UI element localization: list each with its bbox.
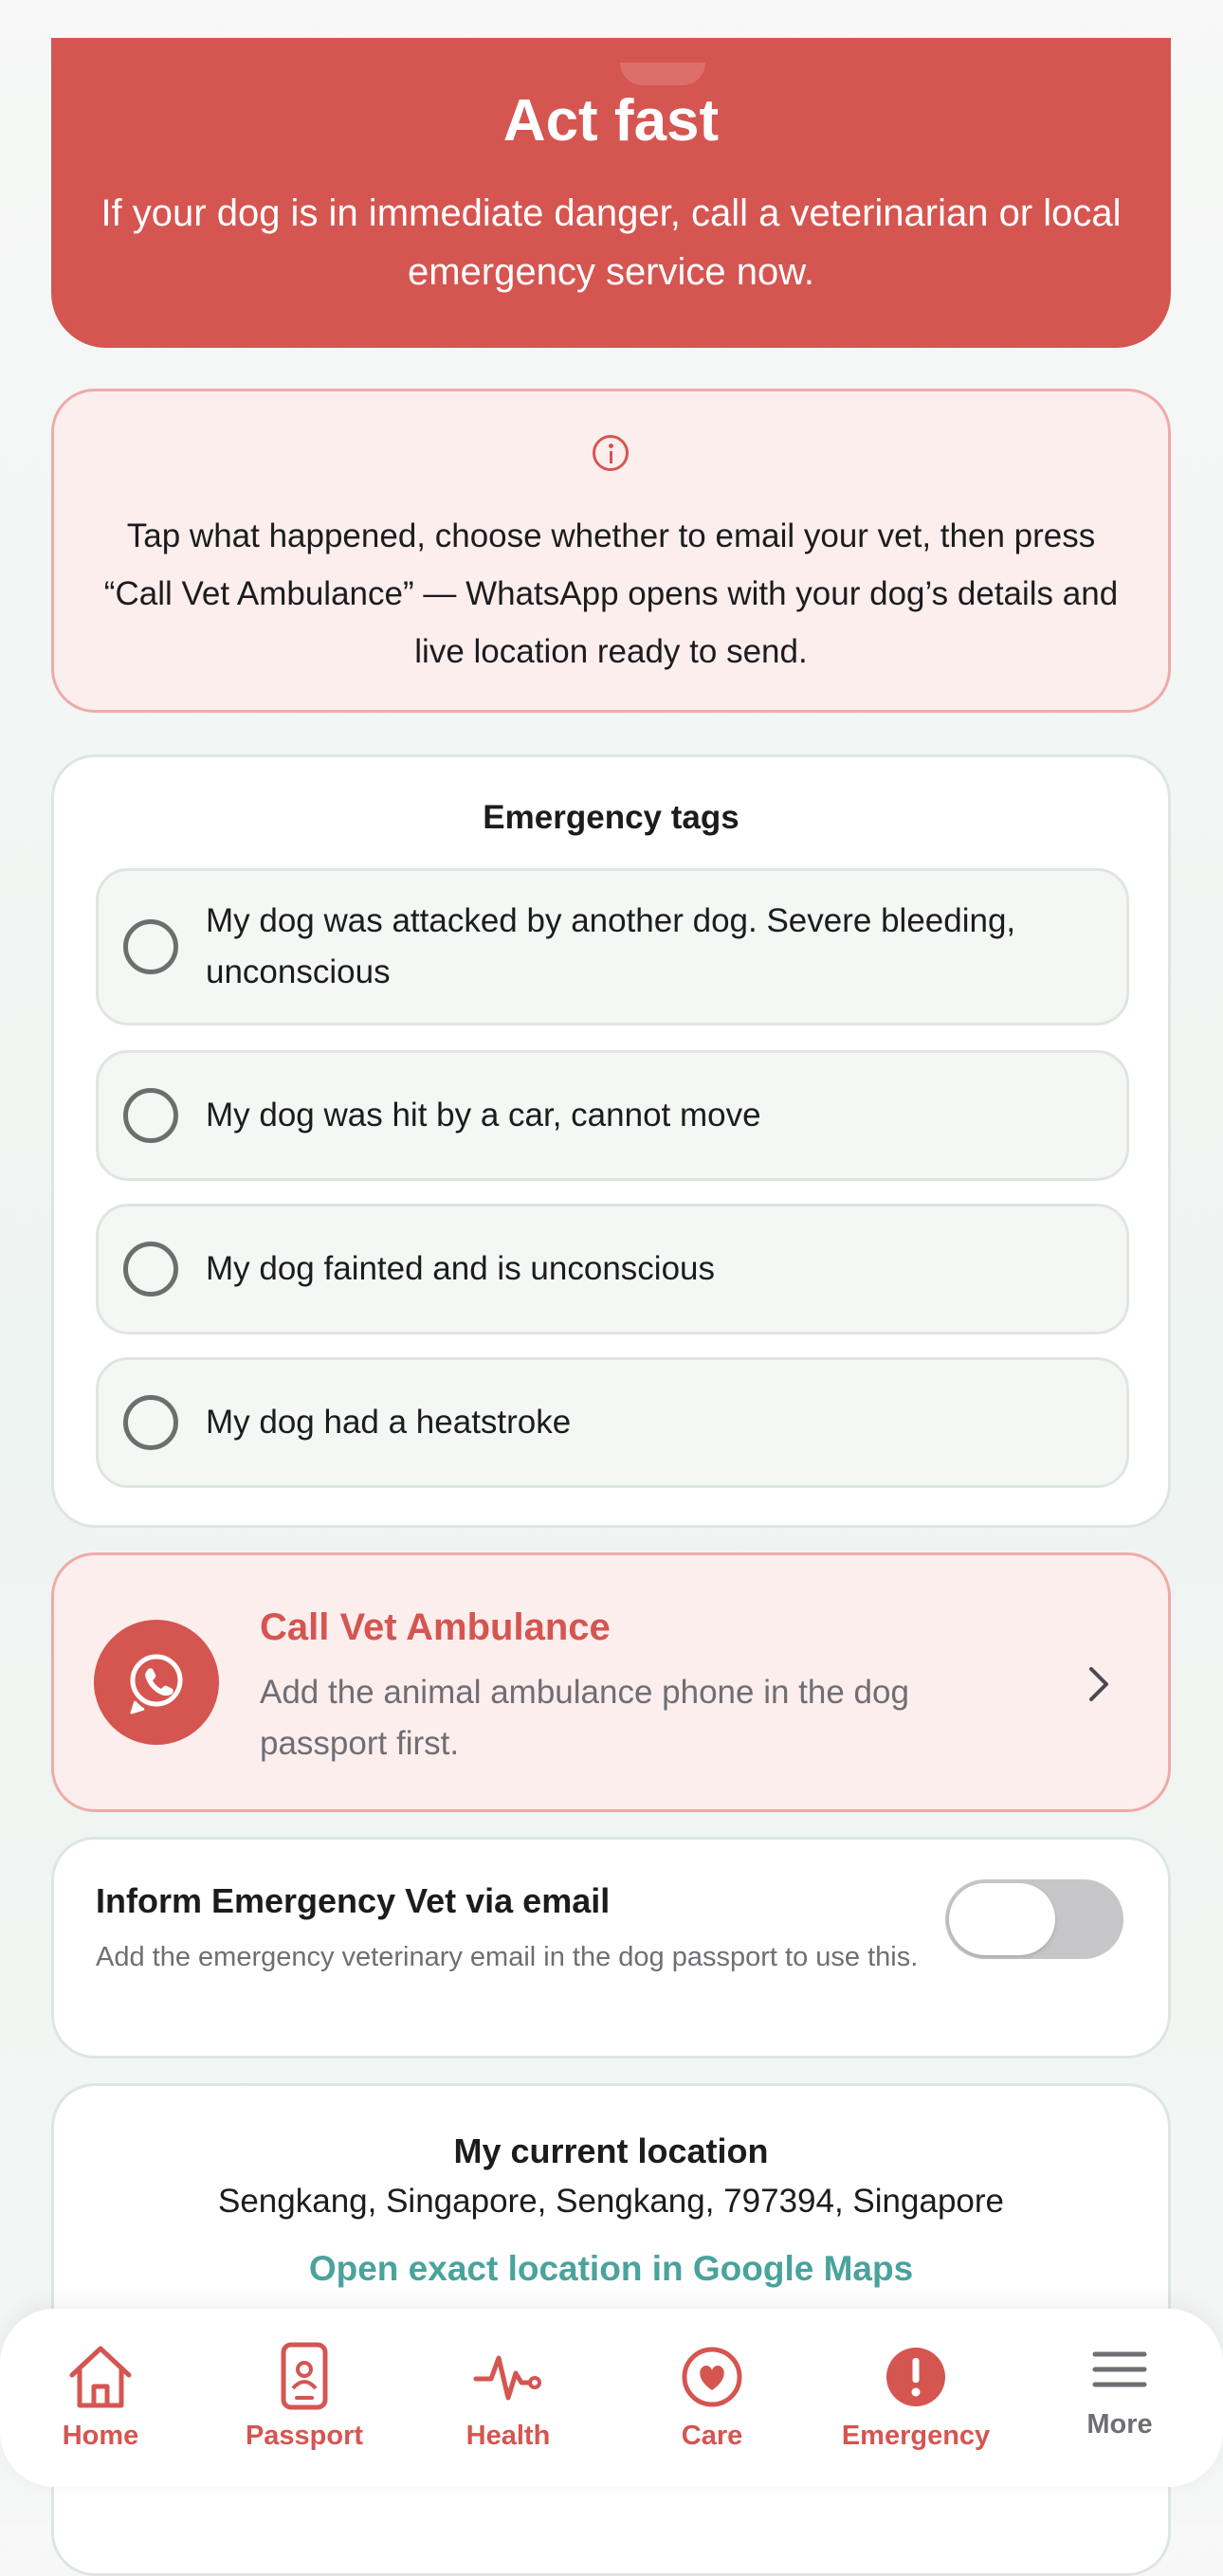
toggle-knob [949,1883,1055,1955]
tab-more[interactable] [1025,2341,1214,2440]
call-vet-ambulance-subtitle: Add the animal ambulance phone in the dog passport first. [260,1674,909,1762]
emergency-tag-heatstroke[interactable] [96,1357,1129,1488]
location-address: Sengkang, Singapore, Sengkang, 797394, Singapore [218,2183,1004,2220]
emergency-tags-card [51,754,1171,1528]
inform-vet-email-subtitle: Add the emergency veterinary email in the dog passport to use this. [96,1942,919,1972]
radio-icon[interactable] [123,919,178,974]
google-maps-link[interactable]: Open exact location in Google Maps [308,2249,914,2288]
instructions-card [51,389,1171,713]
tab-label: Passport [245,2421,364,2451]
tag-label: My dog had a heatstroke [206,1404,572,1441]
radio-icon[interactable] [123,1242,178,1297]
emergency-icon [880,2341,952,2411]
tab-label: Health [465,2421,551,2451]
banner-title: Act fast [502,88,720,154]
tab-label: More [1086,2409,1153,2440]
passport-icon [268,2341,340,2411]
emergency-tag-hit-by-car[interactable] [96,1050,1129,1181]
chevron-right-icon [1083,1665,1115,1703]
radio-icon[interactable] [123,1088,178,1143]
tab-label: Care [681,2421,743,2451]
location-title: My current location [453,2132,769,2170]
emergency-tag-fainted[interactable] [96,1204,1129,1334]
tab-emergency[interactable] [821,2341,1011,2452]
inform-vet-email-card [51,1837,1171,2059]
care-icon [676,2341,748,2411]
tab-health[interactable] [413,2341,603,2452]
bottom-tab-bar [0,2309,1223,2487]
whatsapp-icon [94,1620,219,1745]
menu-icon [1084,2341,1156,2400]
radio-icon[interactable] [123,1395,178,1450]
tag-label: My dog fainted and is unconscious [206,1250,715,1287]
tab-label: Home [62,2421,139,2451]
home-icon [64,2341,137,2411]
tab-care[interactable] [617,2341,807,2452]
emergency-tags-title: Emergency tags [483,799,739,836]
inform-vet-email-toggle[interactable] [945,1879,1123,1959]
tab-home[interactable] [6,2341,195,2452]
info-icon [593,435,629,471]
tag-label: My dog was attacked by another dog. Severe bleeding, unconscious [206,902,1016,990]
instructions-text: Tap what happened, choose whether to email your vet, then press “Call Vet Ambulance” — WhatsApp opens with your dog’s details and live location ready to send. [103,517,1119,670]
tab-passport[interactable] [210,2341,399,2452]
call-vet-ambulance-title: Call Vet Ambulance [260,1606,611,1648]
call-vet-ambulance-button[interactable] [51,1552,1171,1812]
health-icon [472,2341,544,2411]
tab-label: Emergency [841,2421,991,2451]
banner-text: If your dog is in immediate danger, call a veterinarian or local emergency service now. [100,192,1122,293]
emergency-tag-attacked[interactable] [96,868,1129,1025]
tag-label: My dog was hit by a car, cannot move [206,1097,761,1134]
act-fast-banner [51,38,1171,348]
inform-vet-email-title: Inform Emergency Vet via email [96,1881,611,1920]
banner-notch [620,63,705,85]
